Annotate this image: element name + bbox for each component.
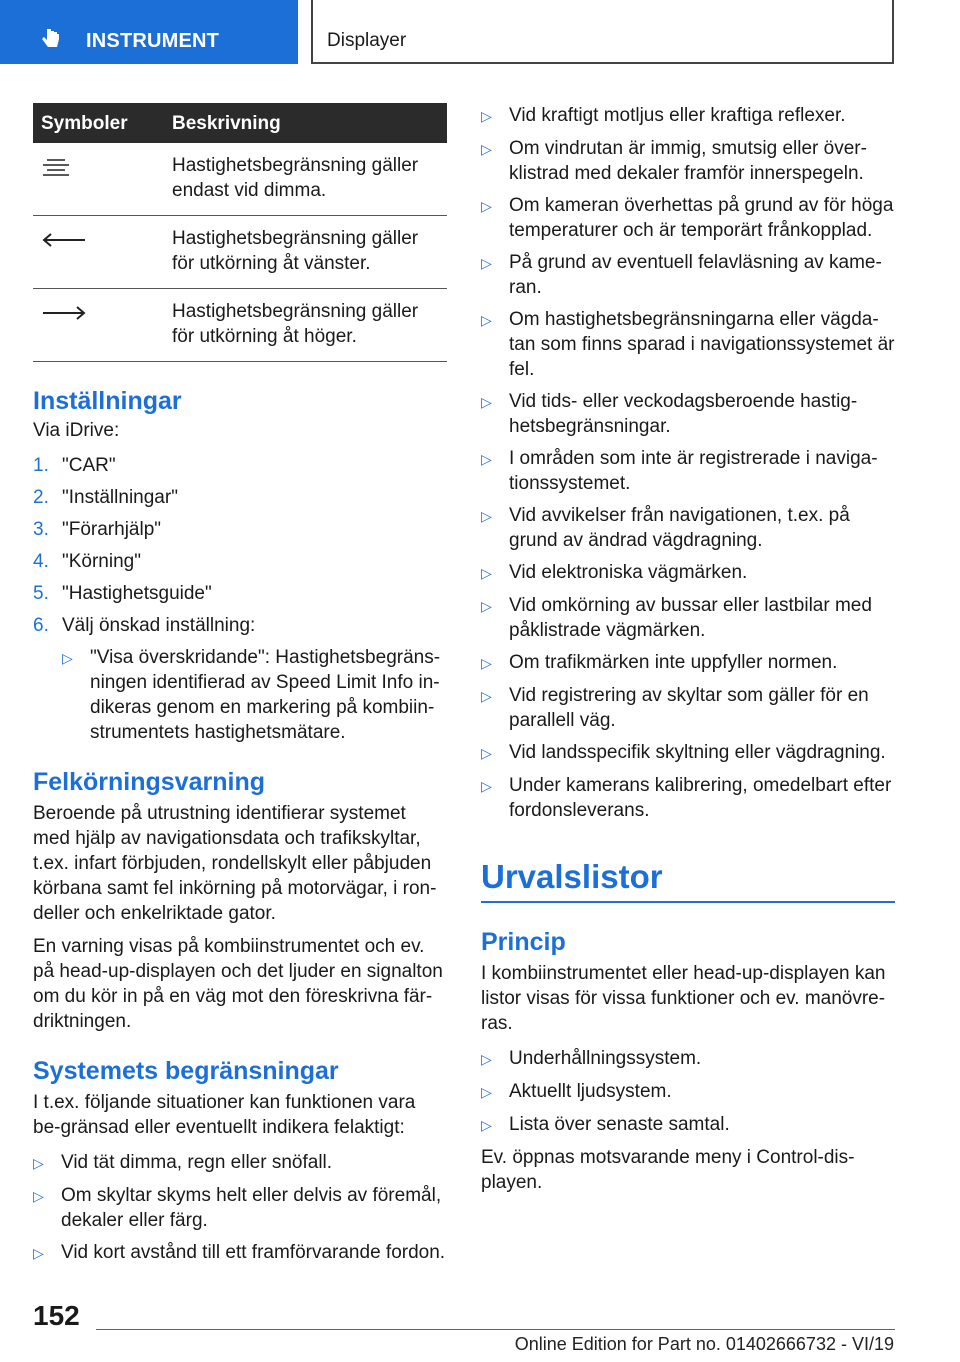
triangle-bullet-icon: ▷ bbox=[481, 655, 492, 671]
triangle-bullet-icon: ▷ bbox=[481, 745, 492, 761]
triangle-bullet-icon: ▷ bbox=[481, 108, 492, 124]
table-header-symbols: Symboler bbox=[33, 103, 164, 143]
list-item: I områden som inte är registrerade i naviga-tionssystemet. bbox=[509, 448, 878, 494]
list-item: Vid tids- eller veckodagsberoende hastig-hetsbegränsningar. bbox=[509, 391, 858, 437]
hand-pointer-icon bbox=[40, 27, 62, 49]
list-item: Vid avvikelser från navigationen, t.ex. på grund av ändrad vägdragning. bbox=[509, 505, 850, 551]
list-item: Om skyltar skyms helt eller delvis av föremål, dekaler eller färg. bbox=[61, 1185, 442, 1231]
triangle-bullet-icon: ▷ bbox=[481, 312, 492, 328]
table-row bbox=[33, 143, 447, 216]
triangle-bullet-icon: ▷ bbox=[481, 394, 492, 410]
table-cell: Hastighetsbegränsning gäller för utkörning åt vänster. bbox=[164, 216, 447, 289]
list-item: Vid kort avstånd till ett framförvarande fordon. bbox=[61, 1242, 446, 1263]
symbol-table bbox=[33, 103, 447, 362]
triangle-bullet-icon: ▷ bbox=[481, 451, 492, 467]
list-item: Vid tät dimma, regn eller snöfall. bbox=[61, 1152, 333, 1173]
list-item: Vid omkörning av bussar eller lastbilar med påklistrade vägmärken. bbox=[509, 595, 872, 641]
list-item: Lista över senaste samtal. bbox=[509, 1114, 730, 1135]
fog-icon bbox=[41, 157, 71, 177]
wrongway-heading: Felkörningsvarning bbox=[33, 768, 265, 796]
triangle-bullet-icon: ▷ bbox=[481, 255, 492, 271]
table-row bbox=[33, 289, 447, 362]
list-item: Vid kraftigt motljus eller kraftiga reflexer. bbox=[509, 105, 846, 126]
triangle-bullet-icon: ▷ bbox=[481, 1117, 492, 1133]
list-item: På grund av eventuell felavläsning av kame-ran. bbox=[509, 252, 882, 298]
triangle-bullet-icon: ▷ bbox=[33, 1245, 44, 1261]
list-item: Aktuellt ljudsystem. bbox=[509, 1081, 672, 1102]
settings-heading: Inställningar bbox=[33, 387, 182, 415]
triangle-bullet-icon: ▷ bbox=[62, 650, 73, 666]
list-item: Underhållningssystem. bbox=[509, 1048, 702, 1069]
settings-steps: 1. "CAR" 2. "Inställningar" 3. "Förarhjälp" 4. "Körning" 5. "Hastighetsguide" 6. Välj önskad inställning: ▷ "Visa överskridande": Hastighetsbegräns-ningen identifierad av Speed Limit Info in-dikeras genom en markering på kombiin-strumentets hastighetsmätare. bbox=[33, 453, 447, 745]
arrow-right-icon bbox=[41, 305, 87, 321]
list-item: Under kamerans kalibrering, omedelbart efter fordonsleverans. bbox=[509, 775, 892, 821]
triangle-bullet-icon: ▷ bbox=[481, 598, 492, 614]
triangle-bullet-icon: ▷ bbox=[481, 508, 492, 524]
paragraph: I t.ex. följande situationer kan funktionen vara be-gränsad eller eventuellt indikera felaktigt: bbox=[33, 1092, 416, 1138]
paragraph: En varning visas på kombiinstrumentet och ev. på head-up-displayen och det ljuder en signalton om du kör in på en väg mot den föreskrivna fär-driktningen. bbox=[33, 936, 443, 1032]
list-item: Om vindrutan är immig, smutsig eller över-klistrad med dekaler framför innerspegeln. bbox=[509, 138, 867, 184]
section-title: INSTRUMENT bbox=[86, 30, 220, 52]
table-row bbox=[33, 216, 447, 289]
page-number: 152 bbox=[33, 1300, 80, 1331]
list-item: Vid registrering av skyltar som gäller för en parallell väg. bbox=[509, 685, 869, 731]
list-item: "Inställningar" bbox=[62, 487, 178, 508]
list-item: Välj önskad inställning: bbox=[62, 615, 256, 636]
table-header-description: Beskrivning bbox=[164, 103, 447, 143]
triangle-bullet-icon: ▷ bbox=[481, 198, 492, 214]
footer-rule bbox=[96, 1329, 895, 1330]
triangle-bullet-icon: ▷ bbox=[481, 1084, 492, 1100]
chapter-heading-block bbox=[481, 857, 895, 903]
list-item: "Körning" bbox=[62, 551, 141, 572]
list-item: Vid elektroniska vägmärken. bbox=[509, 562, 748, 583]
arrow-left-icon bbox=[41, 232, 87, 248]
paragraph: Beroende på utrustning identifierar systemet med hjälp av navigationsdata och trafikskyltar, t.ex. infart förbjuden, rondellskylt eller påbjuden körbana samt fel inkörning på motorvägar, i ron-deller och enkelriktade gator. bbox=[33, 803, 437, 924]
section-tab bbox=[0, 0, 298, 64]
table-cell: Hastighetsbegränsning gäller för utkörning åt höger. bbox=[164, 289, 447, 362]
paragraph: I kombiinstrumentet eller head-up-displayen kan listor visas för vissa funktioner och ev. manövre-ras. bbox=[481, 963, 886, 1034]
topic-title: Displayer bbox=[327, 30, 407, 51]
list-item: Om kameran överhettas på grund av för höga temperaturer och är temporärt frånkopplad. bbox=[509, 195, 894, 241]
right-column bbox=[481, 103, 895, 1195]
triangle-bullet-icon: ▷ bbox=[481, 1051, 492, 1067]
chapter-heading: Urvalslistor bbox=[481, 858, 663, 895]
list-item: Om trafikmärken inte uppfyller normen. bbox=[509, 652, 838, 673]
triangle-bullet-icon: ▷ bbox=[481, 778, 492, 794]
list-item: Vid landsspecifik skyltning eller vägdragning. bbox=[509, 742, 886, 763]
triangle-bullet-icon: ▷ bbox=[33, 1155, 44, 1171]
triangle-bullet-icon: ▷ bbox=[481, 565, 492, 581]
paragraph: Ev. öppnas motsvarande meny i Control-dis-playen. bbox=[481, 1147, 855, 1193]
list-item: "CAR" bbox=[62, 455, 116, 476]
list-item: "Visa överskridande": Hastighetsbegräns-ningen identifierad av Speed Limit Info in-dikeras genom en markering på kombiin-strumentets hastighetsmätare. bbox=[90, 647, 441, 743]
triangle-bullet-icon: ▷ bbox=[481, 141, 492, 157]
principle-heading: Princip bbox=[481, 928, 566, 956]
topic-box bbox=[311, 0, 894, 64]
triangle-bullet-icon: ▷ bbox=[33, 1188, 44, 1204]
triangle-bullet-icon: ▷ bbox=[481, 688, 492, 704]
edition-text: Online Edition for Part no. 01402666732 - VI/19 bbox=[514, 1334, 894, 1354]
settings-intro: Via iDrive: bbox=[33, 420, 120, 441]
table-cell: Hastighetsbegränsning gäller endast vid dimma. bbox=[164, 143, 447, 216]
list-item: Om hastighetsbegränsningarna eller vägda-tan som finns sparad i navigationssystemet är fel. bbox=[509, 309, 895, 380]
list-item: "Förarhjälp" bbox=[62, 519, 162, 540]
limits-heading: Systemets begränsningar bbox=[33, 1057, 339, 1085]
list-item: "Hastighetsguide" bbox=[62, 583, 212, 604]
left-column bbox=[33, 103, 447, 1273]
